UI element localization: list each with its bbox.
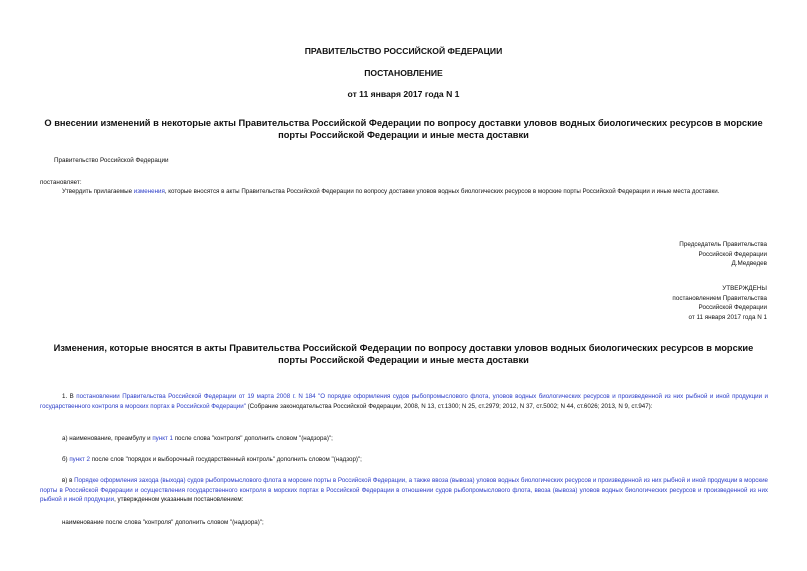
approved-line1: УТВЕРЖДЕНЫ bbox=[722, 285, 767, 292]
pb-before: б) bbox=[62, 456, 70, 463]
approve-text-before: Утвердить прилагаемые bbox=[62, 188, 134, 195]
pb-after: после слов "порядок и выборочный государственный контроль" дополнить словом "(надзор)"; bbox=[89, 456, 362, 463]
pa-before: а) наименование, преамбулу и bbox=[62, 435, 153, 442]
decree-date: от 11 января 2017 года N 1 bbox=[347, 89, 460, 99]
approved-line2: постановлением Правительства bbox=[672, 294, 767, 302]
approve-text-after: , которые вносятся в акты Правительства Российской Федерации по вопросу доставки уловов водных биологических ресурсов в морские порты Российской Федерации и иные места доставки. bbox=[164, 188, 720, 195]
paragraph-a bbox=[40, 434, 768, 444]
paragraph-1 bbox=[40, 392, 768, 411]
pa-after: после слова "контроля" дополнить словом "(надзора)"; bbox=[172, 435, 333, 442]
decree-heading: ПОСТАНОВЛЕНИЕ bbox=[364, 68, 443, 78]
decree-title: О внесении изменений в некоторые акты Правительства Российской Федерации по вопросу доставки уловов водных биологических ресурсов в морские порты Российской Федерации и иные места доставки bbox=[44, 118, 763, 140]
changes-link[interactable]: изменения bbox=[133, 188, 165, 195]
approved-line3: Российской Федерации bbox=[698, 304, 767, 311]
signature-line2: Российской Федерации bbox=[698, 250, 767, 258]
decree-184-link[interactable]: постановлении Правительства Российской Федерации от 19 марта 2008 г. N 184 "О порядке оформления судов рыбопромыслового флота, уловов водных биологических ресурсов и произведенной из них рыбной и иной продукции и государственного контроля в морских портах в Российской Федерации" bbox=[40, 393, 768, 410]
intro-decides: постановляет: bbox=[40, 179, 82, 186]
pc-after: , утвержденном указанным постановлением: bbox=[114, 496, 244, 504]
signature-line1: Председатель Правительства bbox=[679, 241, 767, 248]
paragraph-c bbox=[40, 476, 768, 505]
p1-prefix: 1. В bbox=[62, 393, 77, 400]
signature-line3: Д.Медведев bbox=[731, 260, 767, 267]
item-1-link[interactable]: пункт 1 bbox=[152, 435, 173, 442]
government-heading: ПРАВИТЕЛЬСТВО РОССИЙСКОЙ ФЕДЕРАЦИИ bbox=[304, 46, 503, 56]
signature-block bbox=[679, 240, 767, 269]
paragraph-d: наименование после слова "контроля" дополнить словом "(надзора)"; bbox=[62, 519, 264, 526]
intro-government: Правительство Российской Федерации bbox=[54, 157, 169, 164]
pc-before: в) в bbox=[62, 477, 75, 484]
p1-suffix: (Собрание законодательства Российской Федерации, 2008, N 13, ст.1300; N 25, ст.2979; 2012, N 37, ст.5002; N 44, ст.6026; 2013, N 9, ст.947): bbox=[245, 402, 653, 410]
item-2-link[interactable]: пункт 2 bbox=[69, 456, 90, 463]
paragraph-b bbox=[40, 455, 768, 465]
changes-title: Изменения, которые вносятся в акты Правительства Российской Федерации по вопросу доставки уловов водных биологических ресурсов в морские порты Российской Федерации и иные места доставки bbox=[53, 343, 754, 365]
procedure-link[interactable]: Порядке оформления захода (выхода) судов рыбопромыслового флота в морские порты в Российской Федерации, а также ввоза (вывоза) уловов водных биологических ресурсов и произведенной из них рыбной и иной продукции в морские порты в Российской Федерации и осуществления государственного контроля в морских портах в Российской Федерации в отношении судов рыбопромыслового флота, ввоза (вывоза) уловов водных биологических ресурсов и произведенной из них рыбной и иной продукции bbox=[40, 477, 768, 504]
intro-approve-paragraph bbox=[40, 187, 768, 197]
approved-line4: от 11 января 2017 года N 1 bbox=[688, 313, 767, 321]
approved-block bbox=[672, 284, 767, 322]
